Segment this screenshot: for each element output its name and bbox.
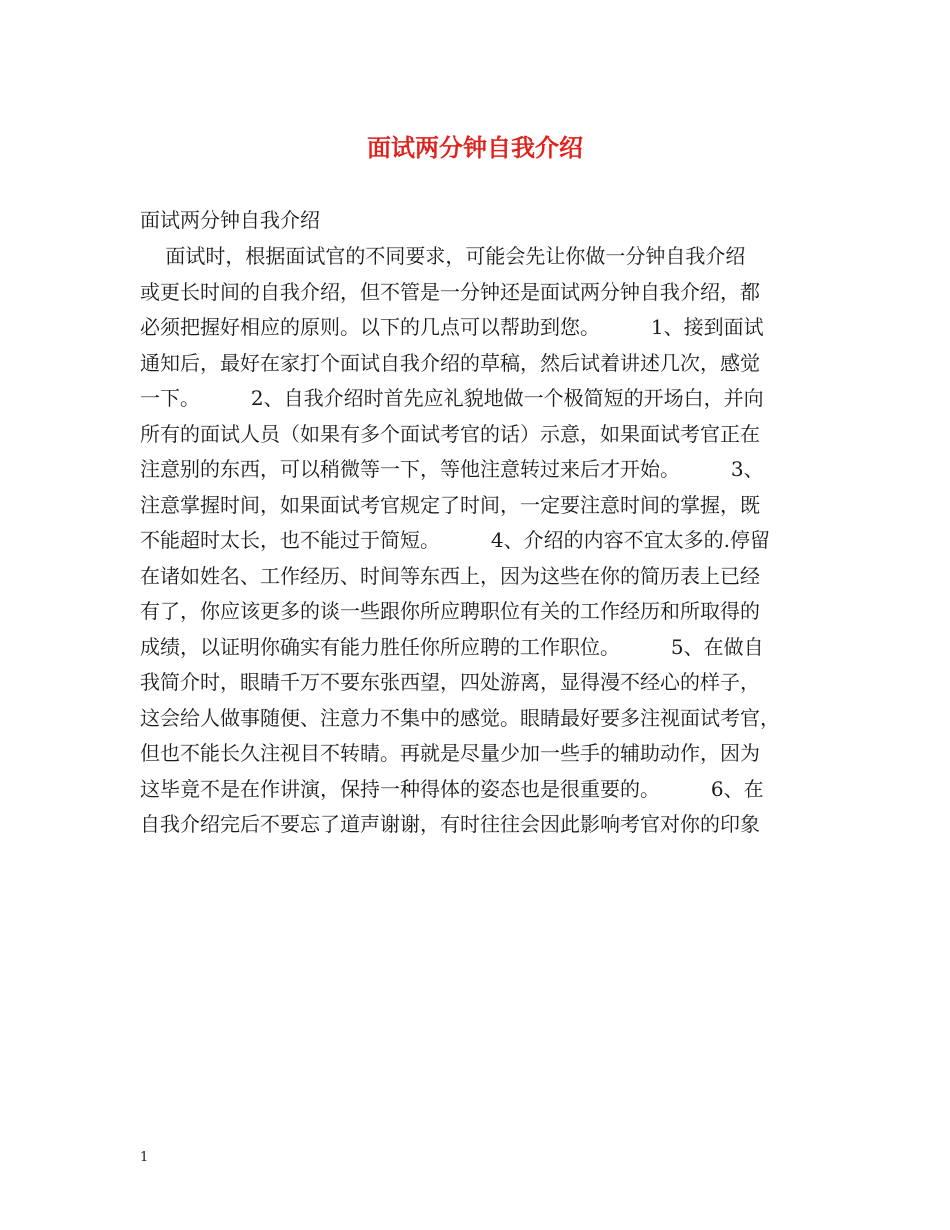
body-line: 注意别的东西，可以稍微等一下，等他注意转过来后才开始。 3、: [140, 457, 764, 481]
body-line: 或更长时间的自我介绍，但不管是一分钟还是面试两分钟自我介绍，都: [140, 279, 760, 304]
body-line: 我简介时，眼睛千万不要东张西望，四处游离，显得漫不经心的样子，: [140, 670, 760, 694]
body-line: 不能超时太长，也不能过于简短。 4、介绍的内容不宜太多的.停留: [140, 528, 770, 552]
body-line: 所有的面试人员（如果有多个面试考官的话）示意，如果面试考官正在: [140, 421, 760, 446]
document-subtitle: 面试两分钟自我介绍: [140, 208, 320, 232]
body-line: 自我介绍完后不要忘了道声谢谢，有时往往会因此影响考官对你的印象: [140, 812, 760, 836]
body-line: 通知后，最好在家打个面试自我介绍的草稿，然后试着讲述几次，感觉: [140, 350, 760, 375]
body-line: 一下。 2、自我介绍时首先应礼貌地做一个极简短的开场白，并向: [140, 386, 764, 410]
body-line: 有了，你应该更多的谈一些跟你所应聘职位有关的工作经历和所取得的: [140, 599, 760, 623]
document-title: 面试两分钟自我介绍: [367, 133, 583, 162]
body-line: 这毕竟不是在作讲演，保持一种得体的姿态也是很重要的。 6、在: [140, 776, 764, 801]
page-number: 1: [140, 1150, 149, 1165]
body-line: 必须把握好相应的原则。以下的几点可以帮助到您。 1、接到面试: [140, 315, 764, 339]
body-line: 注意掌握时间，如果面试考官规定了时间，一定要注意时间的掌握，既: [140, 492, 760, 517]
body-line: 在诸如姓名、工作经历、时间等东西上，因为这些在你的简历表上已经: [140, 563, 760, 588]
body-line: 这会给人做事随便、注意力不集中的感觉。眼睛最好要多注视面试考官，: [140, 705, 780, 730]
body-line: 面试时，根据面试官的不同要求，可能会先让你做一分钟自我介绍: [140, 244, 746, 268]
body-text: [140, 239, 820, 843]
body-line: 但也不能长久注视目不转睛。再就是尽量少加一些手的辅助动作，因为: [140, 741, 760, 765]
body-line: 成绩，以证明你确实有能力胜任你所应聘的工作职位。 5、在做自: [140, 634, 764, 659]
